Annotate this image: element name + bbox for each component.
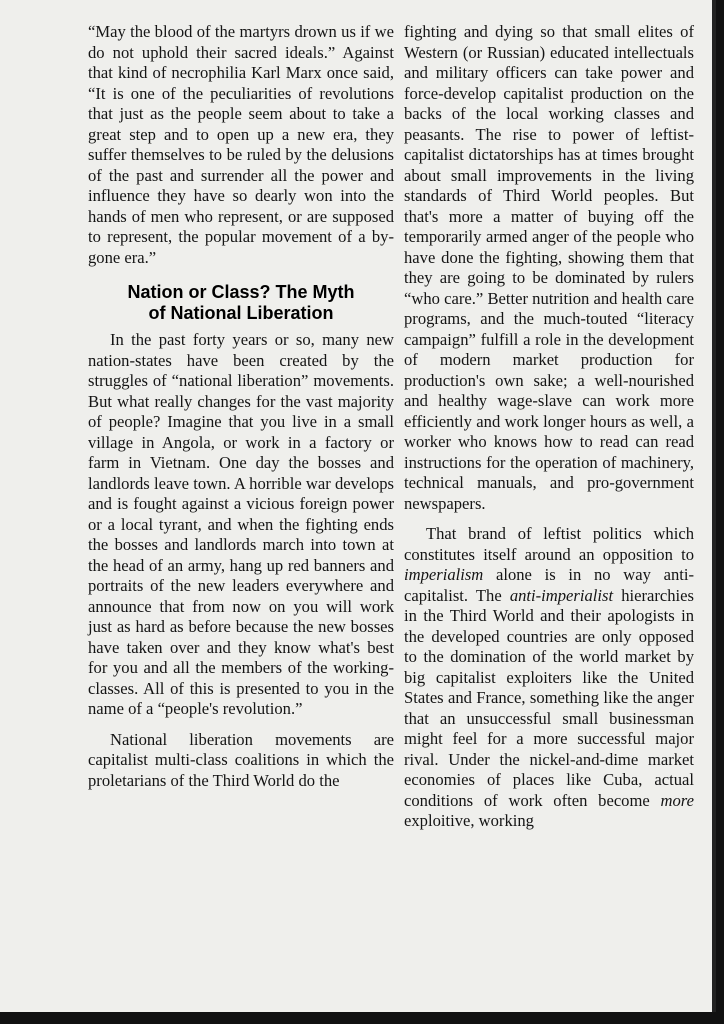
heading-line-2: of National Liberation	[148, 303, 334, 323]
emphasis-imperialism: imperialism	[404, 565, 484, 584]
emphasis-anti-imperialist: anti-imperialist	[509, 585, 614, 605]
right-column	[404, 22, 694, 832]
left-column	[88, 22, 394, 791]
text-run: hierarchies in the Third World and their apologists in the developed countries are only opposed to the domination of the world market by big capitalist exploiters like the United States and France, something like the anger that an unsuccessful small businessman might feel for a more successful major rival. Under the nickel-and-dime market economies of places like Cuba, actual conditions of work often become	[404, 585, 694, 810]
paragraph-fighting-dying: fighting and dying so that small elites of Western (or Russian) educated intellectuals and military officers can take power and force-develop capitalist production on the backs of the local working classes and peasants. The rise to power of leftist-capitalist dictatorships has at times brought about small improvements in the living standards of Third World peoples. But that's more a matter of buying off the temporarily armed anger of the people who have done the fighting, showing them that they are going to be dominated by rulers “who care.” Better nutrition and health care programs, and the much-touted “literacy campaign” fulfill a role in the development of modern market production for production's own sake; a well-nourished and healthy wage-slave can work more efficiently and work longer hours as well, a worker who knows how to read can read instructions for the operation of machinery, technical manuals, and pro-government newspapers.	[404, 22, 694, 513]
text-run: That brand of leftist politics which constitutes itself around an opposition to	[404, 524, 694, 564]
paragraph-leftist-politics	[404, 524, 694, 832]
text-run: exploitive, working	[404, 811, 534, 830]
scan-border	[0, 1012, 724, 1024]
section-heading	[88, 282, 394, 324]
paragraph-forty-years: In the past forty years or so, many new nation-states have been created by the struggles of “national liberation” movements. But what really changes for the vast majority of people? Imagine that you live in a small village in Angola, or work in a factory or farm in Vietnam. One day the bosses and landlords leave town. A horrible war develops and is fought against a vicious foreign power or a local tyrant, and when the fighting ends the bosses and landlords march into town at the head of an army, hang up red banners and portraits of the new leaders everywhere and announce that from now on you will work just as hard as before because the new bosses have taken over and they know what's best for you and all the members of the working-classes. All of this is presented to you in the name of a “people's revolution.”	[88, 330, 394, 718]
paragraph-national-liberation: National liberation movements are capitalist multi-class coalitions in which the proletarians of the Third World do the	[88, 729, 394, 790]
text-run: alone is in no way anti-capitalist. The	[404, 565, 694, 605]
heading-line-1: Nation or Class? The Myth	[127, 282, 355, 302]
paragraph-marx-quote: “May the blood of the martyrs drown us if we do not uphold their sacred ideals.” Against that kind of necrophilia Karl Marx once said, “It is one of the peculiarities of revolutions that just as the people seem about to take a great step and to open up a new era, they suffer themselves to be ruled by the delusions of the past and surrender all the power and influence they have so dearly won into the hands of men who represent, or are supposed to represent, the popular movement of a by-gone era.”	[88, 22, 394, 267]
emphasis-more: more	[660, 790, 694, 810]
